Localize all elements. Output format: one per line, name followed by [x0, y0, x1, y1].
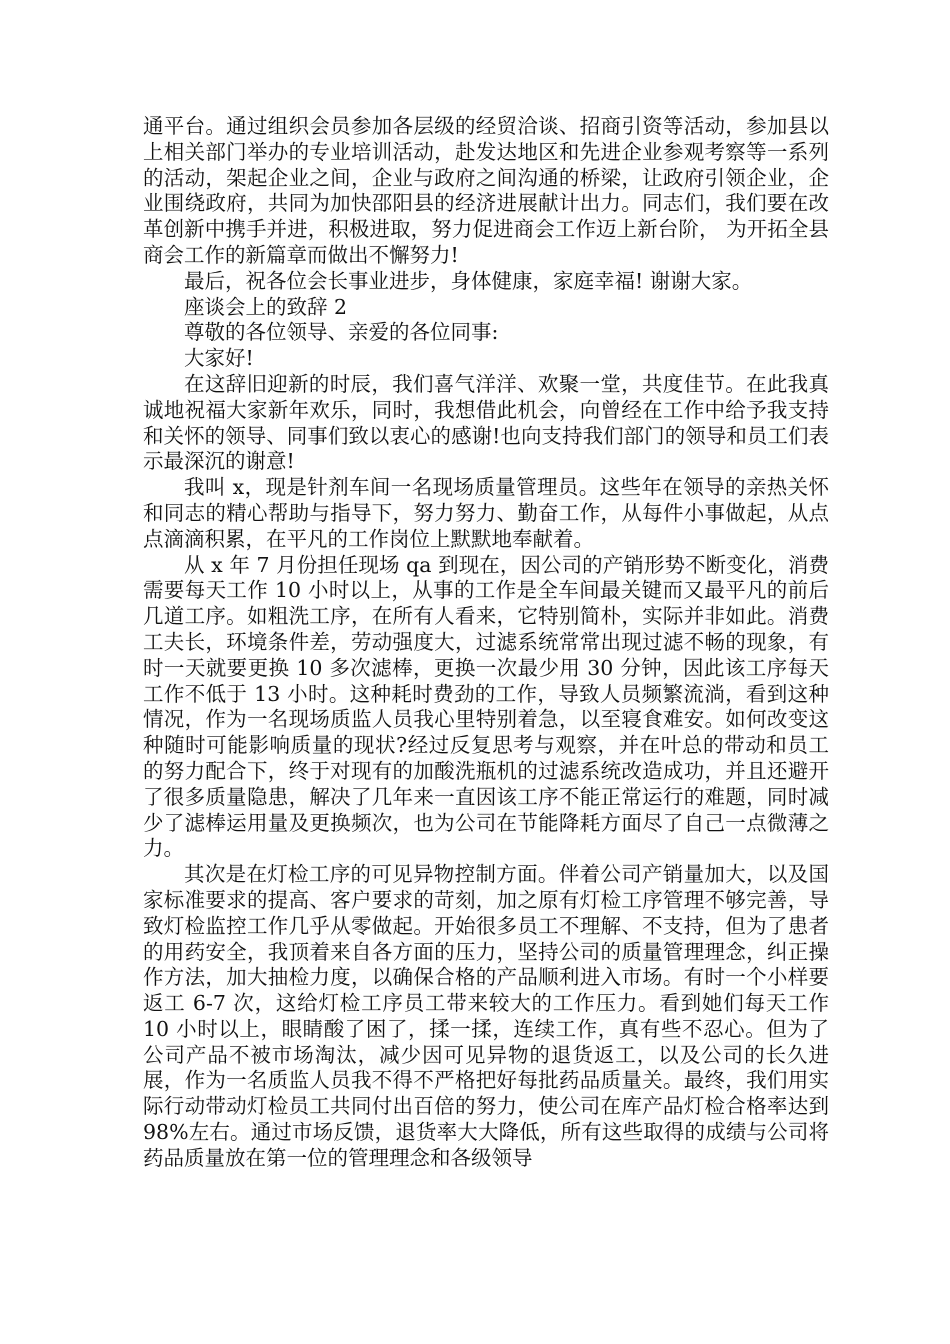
salutation: 尊敬的各位领导、亲爱的各位同事:: [184, 320, 499, 345]
document-body: [143, 114, 829, 1172]
speech-title: 座谈会上的致辞 2: [184, 294, 348, 319]
paragraph-introduction: 我叫 x，现是针剂车间一名现场质量管理员。这些年在领导的亲热关怀和同志的精心帮助与指导下，努力努力、勤奋工作，从每件小事做起，从点点滴滴积累，在平凡的工作岗位上默默地奉献着。: [143, 475, 829, 551]
paragraph-closing-platform: 通平台。通过组织会员参加各层级的经贸洽谈、招商引资等活动，参加县以上相关部门举办的专业培训活动，赴发达地区和先进企业参观考察等一系列的活动，架起企业之间，企业与政府之间沟通的桥梁，让政府引领企业，企业围绕政府，共同为加快邵阳县的经济进展献计出力。同志们，我们要在改革创新中携手并进，积极进取，努力促进商会工作迈上新台阶， 为开拓全县商会工作的新篇章而做出不懈努力!: [143, 114, 829, 267]
paragraph-final-wishes: 最后，祝各位会长事业进步，身体健康，家庭幸福! 谢谢大家。: [184, 268, 753, 293]
paragraph-new-year: 在这辞旧迎新的时辰，我们喜气洋洋、欢聚一堂，共度佳节。在此我真诚地祝福大家新年欢乐，同时，我想借此机会，向曾经在工作中给予我支持和关怀的领导、同事们致以衷心的感谢!也向支持我们部门的领导和员工们表示最深沉的谢意!: [143, 371, 829, 474]
paragraph-washing-process: 从 x 年 7 月份担任现场 qa 到现在，因公司的产销形势不断变化，消费需要每天工作 10 小时以上，从事的工作是全车间最关键而又最平凡的前后几道工序。如粗洗工序，在所有人看来，它特别简朴，实际并非如此。消费工夫长，环境条件差，劳动强度大，过滤系统常常出现过滤不畅的现象，有时一天就要更换 10 多次滤棒，更换一次最少用 30 分钟，因此该工序每天工作不低于 13 小时。这种耗时费劲的工作，导致人员频繁流淌，看到这种情况，作为一名现场质监人员我心里特别着急，以至寝食难安。如何改变这种随时可能影响质量的现状?经过反复思考与观察，并在叶总的带动和员工的努力配合下，终于对现有的加酸洗瓶机的过滤系统改造成功，并且还避开了很多质量隐患，解决了几年来一直因该工序不能正常运行的难题，同时减少了滤棒运用量及更换频次，也为公司在节能降耗方面尽了自己一点微薄之力。: [143, 552, 829, 861]
paragraph-light-inspection: 其次是在灯检工序的可见异物控制方面。伴着公司产销量加大，以及国家标准要求的提高、客户要求的苛刻，加之原有灯检工序管理不够完善，导致灯检监控工作几乎从零做起。开始很多员工不理解、不支持，但为了患者的用药安全，我顶着来自各方面的压力，坚持公司的质量管理理念，纠正操作方法，加大抽检力度，以确保合格的产品顺利进入市场。有时一个小样要返工 6-7 次，这给灯检工序员工带来较大的工作压力。看到她们每天工作 10 小时以上，眼睛酸了困了，揉一揉，连续工作，真有些不忍心。但为了公司产品不被市场淘汰，减少因可见异物的退货返工，以及公司的长久进展，作为一名质监人员我不得不严格把好每批药品质量关。最终，我们用实际行动带动灯检员工共同付出百倍的努力，使公司在库产品灯检合格率达到 98%左右。通过市场反馈，退货率大大降低，所有这些取得的成绩与公司将药品质量放在第一位的管理理念和各级领导: [143, 862, 829, 1170]
greeting: 大家好!: [184, 346, 254, 371]
